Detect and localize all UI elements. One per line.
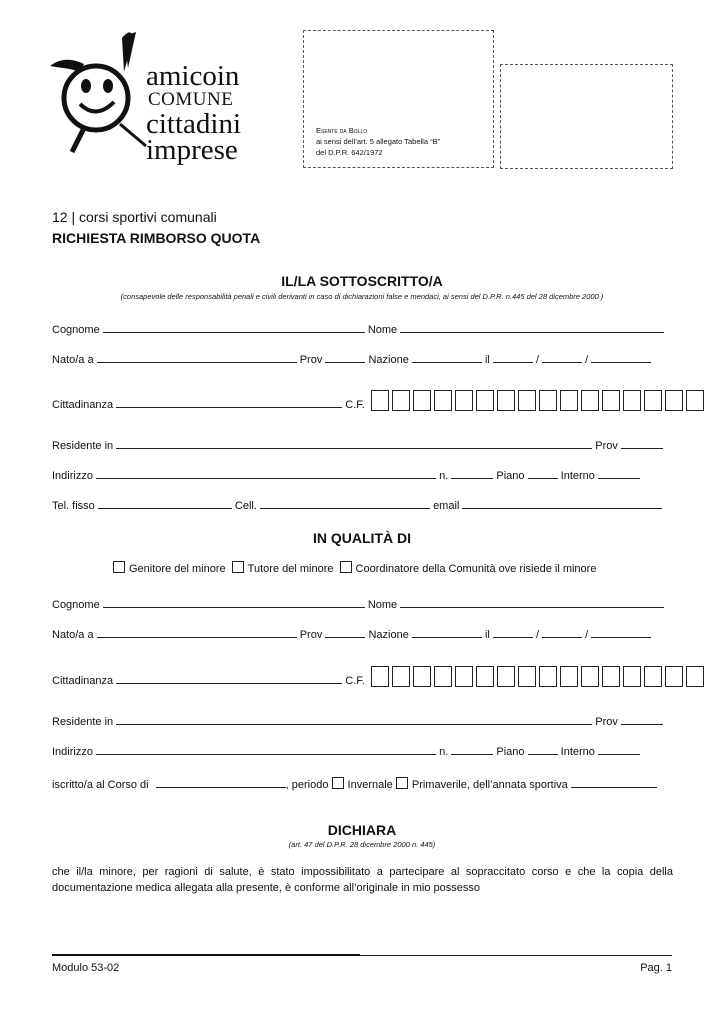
interno-label: Interno [560, 746, 595, 758]
section-sottoscritto-note: (consapevole delle responsabilità penali e civili derivanti in caso di dichiarazioni false e mendaci, ai sensi del D.P.R. n.445 del 28 dicembre 2000 ) [120, 292, 604, 301]
periodo-label: , periodo [285, 779, 329, 791]
nome-label: Nome [367, 599, 398, 611]
interno-field[interactable] [598, 467, 640, 479]
luogo-nascita-field[interactable] [97, 351, 297, 363]
cognome-field[interactable] [103, 321, 365, 333]
il-label: il [484, 354, 490, 366]
cf-label: C.F. [345, 675, 365, 687]
section-dichiara-note: (art. 47 del D.P.R. 28 dicembre 2000 n. 445) [288, 840, 436, 849]
footer-divider-bold [52, 954, 360, 956]
numero-label: n. [439, 746, 449, 758]
indirizzo-minore-field[interactable] [96, 743, 436, 755]
cittadinanza-label: Cittadinanza [52, 675, 114, 687]
nazione-minore-field[interactable] [412, 626, 482, 638]
cognome-label: Cognome [52, 599, 100, 611]
prov-label: Prov [595, 716, 618, 728]
coordinatore-label: Coordinatore della Comunità ove risiede il minore [355, 563, 597, 575]
giorno-nascita-minore-field[interactable] [493, 626, 533, 638]
logo-line-3: cittadini [146, 108, 242, 140]
codice-fiscale-minore-boxes[interactable] [368, 666, 704, 687]
anno-nascita-minore-field[interactable] [591, 626, 651, 638]
indirizzo-field[interactable] [96, 467, 436, 479]
residente-label: Residente in [52, 440, 114, 452]
date-slash: / [585, 354, 589, 366]
piano-field[interactable] [528, 467, 558, 479]
form-subtitle: 12 | corsi sportivi comunali [52, 209, 217, 225]
piano-minore-field[interactable] [528, 743, 558, 755]
invernale-checkbox[interactable] [332, 777, 344, 789]
tutore-label: Tutore del minore [247, 563, 334, 575]
luogo-nascita-minore-field[interactable] [97, 626, 297, 638]
piano-label: Piano [496, 746, 525, 758]
residente-label: Residente in [52, 716, 114, 728]
tutore-checkbox[interactable] [232, 561, 244, 573]
smiley-logo-icon [50, 28, 150, 158]
prov-residenza-minore-field[interactable] [621, 713, 663, 725]
cittadinanza-field[interactable] [116, 396, 342, 408]
dichiara-text-line-1: che il/la minore, per ragioni di salute, è stato impossibilitato a partecipare al sopraccitato corso e che la copia della [52, 866, 673, 878]
tel-label: Tel. fisso [52, 500, 95, 512]
interno-minore-field[interactable] [598, 743, 640, 755]
form-title: RICHIESTA RIMBORSO QUOTA [52, 230, 261, 246]
stamp-line-2: ai sensi dell’art. 5 allegato Tabella “B” [316, 137, 441, 146]
prov-residenza-field[interactable] [621, 437, 663, 449]
codice-fiscale-boxes[interactable] [368, 390, 704, 411]
date-slash: / [535, 354, 540, 366]
numero-civico-minore-field[interactable] [451, 743, 493, 755]
prov-label: Prov [299, 354, 323, 366]
logo [50, 28, 250, 173]
prov-nascita-minore-field[interactable] [325, 626, 365, 638]
stamp-box [303, 30, 494, 168]
prov-label: Prov [595, 440, 618, 452]
giorno-nascita-field[interactable] [493, 351, 533, 363]
page-number: Pag. 1 [640, 962, 672, 974]
logo-line-4: imprese [146, 134, 238, 166]
primaverile-checkbox[interactable] [396, 777, 408, 789]
email-field[interactable] [462, 497, 662, 509]
numero-civico-field[interactable] [451, 467, 493, 479]
coordinatore-checkbox[interactable] [340, 561, 352, 573]
anno-nascita-field[interactable] [591, 351, 651, 363]
form-code: Modulo 53-02 [52, 962, 120, 974]
nome-label: Nome [367, 324, 398, 336]
date-slash: / [535, 629, 540, 641]
dichiara-text-line-2: documentazione medica allegata alla presente, è conforme all’originale in mio possesso [52, 882, 481, 894]
annata-sportiva-field[interactable] [571, 776, 657, 788]
section-dichiara-title: DICHIARA [327, 822, 397, 838]
nome-field[interactable] [400, 321, 664, 333]
cell-label: Cell. [234, 500, 257, 512]
prov-nascita-field[interactable] [325, 351, 365, 363]
logo-line-2: COMUNE [148, 89, 234, 110]
genitore-checkbox[interactable] [113, 561, 125, 573]
cognome-label: Cognome [52, 324, 100, 336]
corso-field[interactable] [156, 776, 286, 788]
telefono-field[interactable] [98, 497, 232, 509]
residenza-minore-field[interactable] [116, 713, 592, 725]
piano-label: Piano [496, 470, 525, 482]
indirizzo-label: Indirizzo [52, 746, 93, 758]
nazione-field[interactable] [412, 351, 482, 363]
cf-label: C.F. [345, 399, 365, 411]
cognome-minore-field[interactable] [103, 596, 365, 608]
residenza-field[interactable] [116, 437, 592, 449]
nazione-label: Nazione [368, 629, 409, 641]
nato-label: Nato/a a [52, 629, 94, 641]
email-label: email [433, 500, 460, 512]
interno-label: Interno [560, 470, 595, 482]
stamp-line-3: del D.P.R. 642/1972 [316, 148, 383, 157]
primaverile-label: Primaverile, dell’annata sportiva [411, 779, 568, 791]
mese-nascita-field[interactable] [542, 351, 582, 363]
invernale-label: Invernale [347, 779, 393, 791]
corso-label: iscritto/a al Corso di [52, 779, 149, 791]
logo-line-1: amicoin [146, 60, 240, 92]
cittadinanza-label: Cittadinanza [52, 399, 114, 411]
stamp-title: Esente da Bollo [316, 126, 368, 135]
mese-nascita-minore-field[interactable] [542, 626, 582, 638]
nome-minore-field[interactable] [400, 596, 664, 608]
date-slash: / [585, 629, 589, 641]
numero-label: n. [439, 470, 449, 482]
prov-label: Prov [299, 629, 323, 641]
genitore-label: Genitore del minore [129, 563, 226, 575]
cittadinanza-minore-field[interactable] [116, 672, 342, 684]
nato-label: Nato/a a [52, 354, 94, 366]
indirizzo-label: Indirizzo [52, 470, 93, 482]
cellulare-field[interactable] [260, 497, 430, 509]
nazione-label: Nazione [368, 354, 409, 366]
section-sottoscritto-title: IL/LA SOTTOSCRITTO/A [281, 273, 443, 289]
section-qualita-title: IN QUALITÀ DI [313, 530, 411, 546]
il-label: il [484, 629, 490, 641]
second-stamp-box [500, 64, 673, 169]
